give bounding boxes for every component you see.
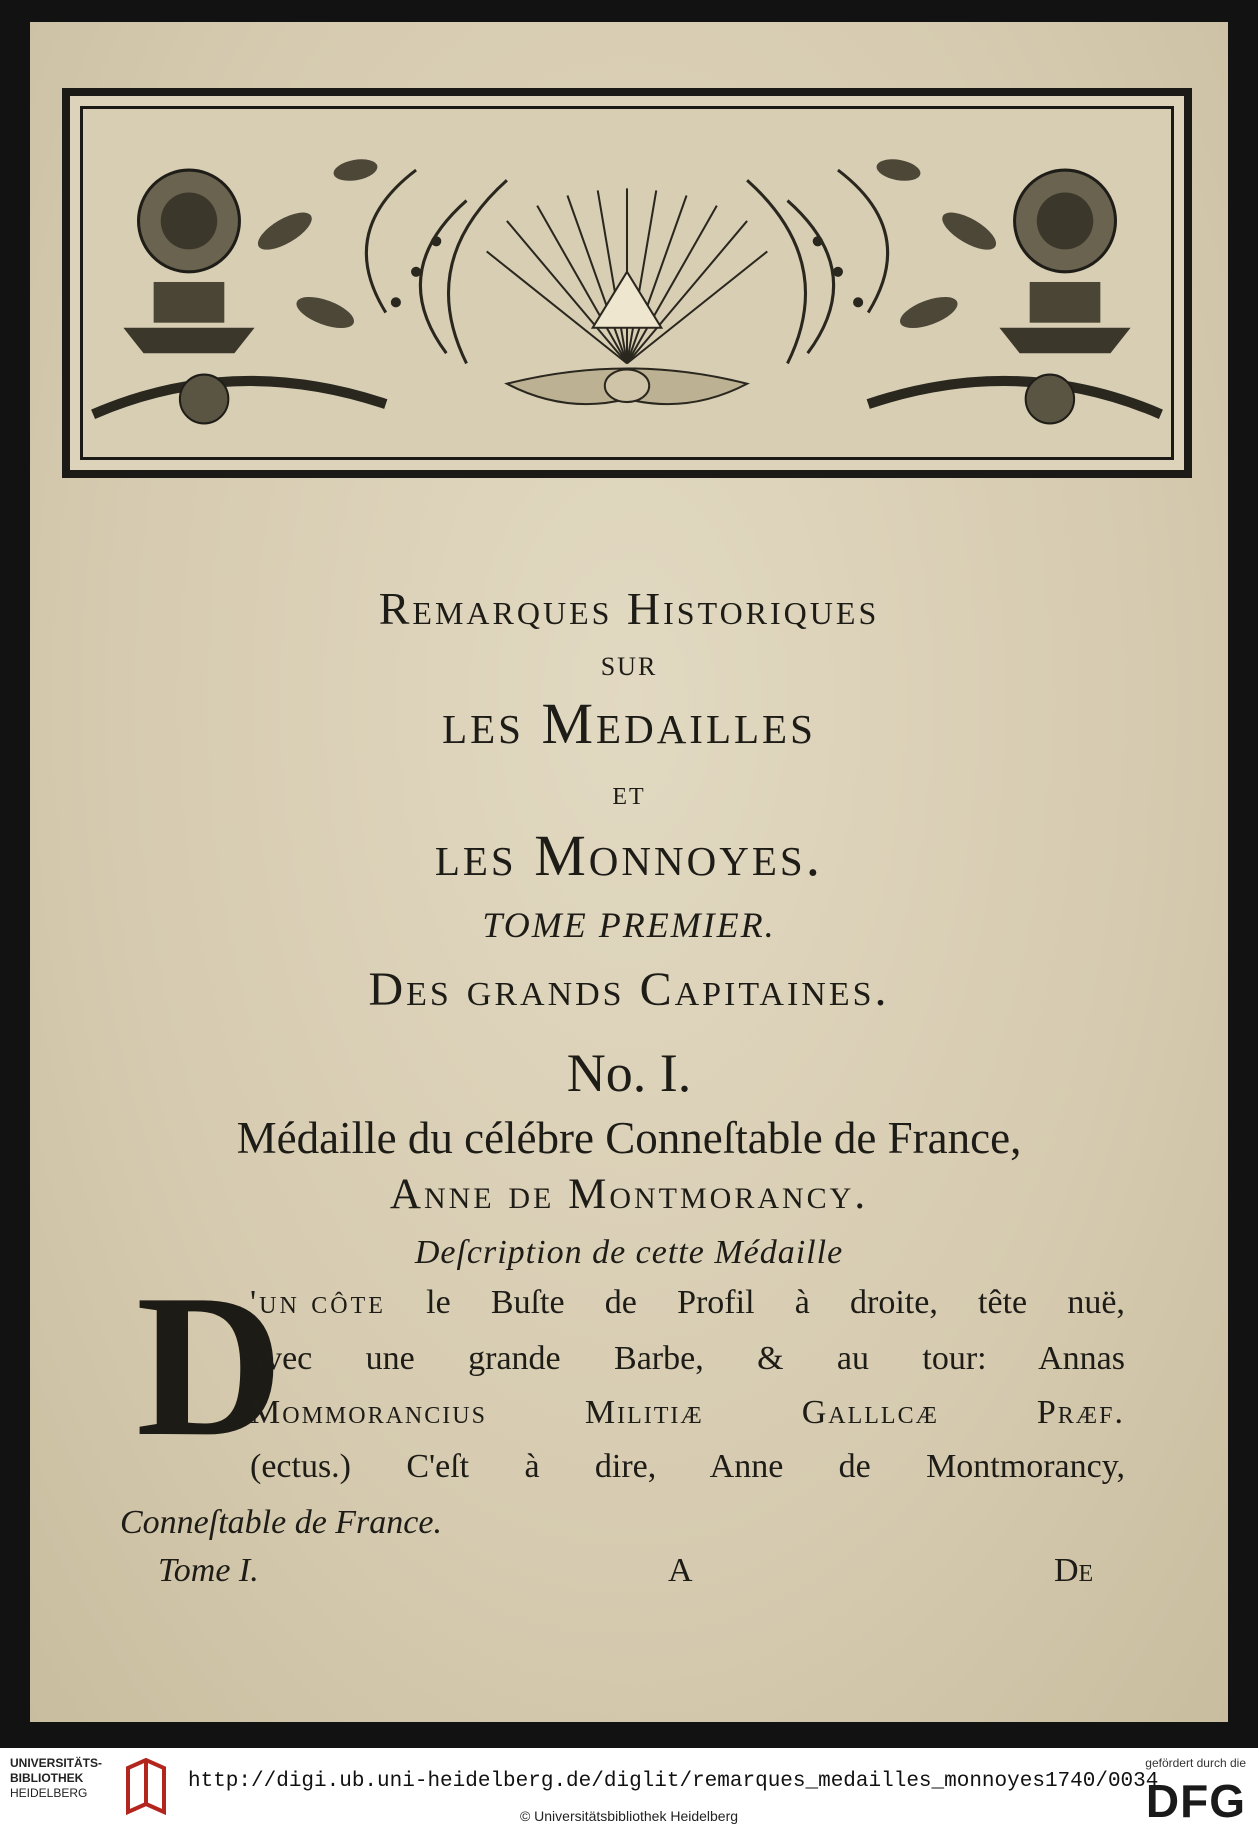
body-word: Profil <box>677 1284 755 1321</box>
logo-line-2: BIBLIOTHEK <box>10 1771 84 1785</box>
dfg-logo: DFG <box>1145 1775 1246 1827</box>
book-page <box>30 22 1228 1722</box>
body-line-5: Conneſtable de France. <box>120 1504 442 1541</box>
entry-number: No. I. <box>566 1043 692 1103</box>
copyright-notice: © Universitätsbibliothek Heidelberg <box>519 1808 739 1824</box>
title-sur: SUR <box>600 652 658 681</box>
body-word: de <box>604 1284 637 1321</box>
body-word: le <box>426 1284 451 1321</box>
viewer-footer <box>0 1748 1258 1841</box>
body-word: droite, <box>850 1284 938 1321</box>
title-medailles: les Medailles <box>442 691 816 756</box>
entry-subheading: Anne de Montmorancy. <box>389 1171 869 1218</box>
signature-mark: A <box>668 1552 693 1589</box>
permalink-url[interactable]: http://digi.ub.uni-heidelberg.de/diglit/remarques_medailles_monnoyes1740/0034 <box>188 1770 1159 1793</box>
body-word: à <box>794 1284 810 1321</box>
body-line-4: (ectus.) C'eſt à dire, Anne de Montmorancy, <box>250 1448 1125 1485</box>
body-line-3: Mommorancius Militiæ Galllcæ Præf. <box>250 1394 1125 1431</box>
body-word: nuë, <box>1067 1284 1125 1321</box>
floral-woodcut-ornament-icon <box>83 109 1171 457</box>
body-word: 'un côte <box>250 1284 386 1321</box>
library-logo-text <box>10 1756 102 1801</box>
section-title: Des grands Capitaines. <box>368 963 890 1016</box>
signature-tome: Tome I. <box>158 1552 259 1589</box>
logo-line-3: HEIDELBERG <box>10 1786 88 1800</box>
title-remarques: Remarques Historiques <box>378 583 880 634</box>
body-word: tête <box>978 1284 1028 1321</box>
logo-line-1: UNIVERSITÄTS- <box>10 1756 103 1770</box>
body-word: Buſte <box>490 1284 565 1321</box>
title-et: ET <box>612 784 646 810</box>
body-line-1 <box>250 1284 1125 1322</box>
catchword: De <box>1054 1552 1094 1589</box>
entry-heading: Médaille du célébre Conneſtable de France, <box>236 1113 1022 1163</box>
tome-label: TOME PREMIER. <box>482 905 776 945</box>
funded-by-label: gefördert durch die <box>1145 1756 1246 1770</box>
drop-capital: D <box>136 1253 284 1479</box>
ornamental-headpiece <box>62 88 1192 478</box>
description-title: Deſcription de cette Médaille <box>414 1234 844 1271</box>
body-line-2: avec une grande Barbe, & au tour: Annas <box>250 1340 1125 1377</box>
title-monnoyes: les Monnoyes. <box>434 823 824 888</box>
